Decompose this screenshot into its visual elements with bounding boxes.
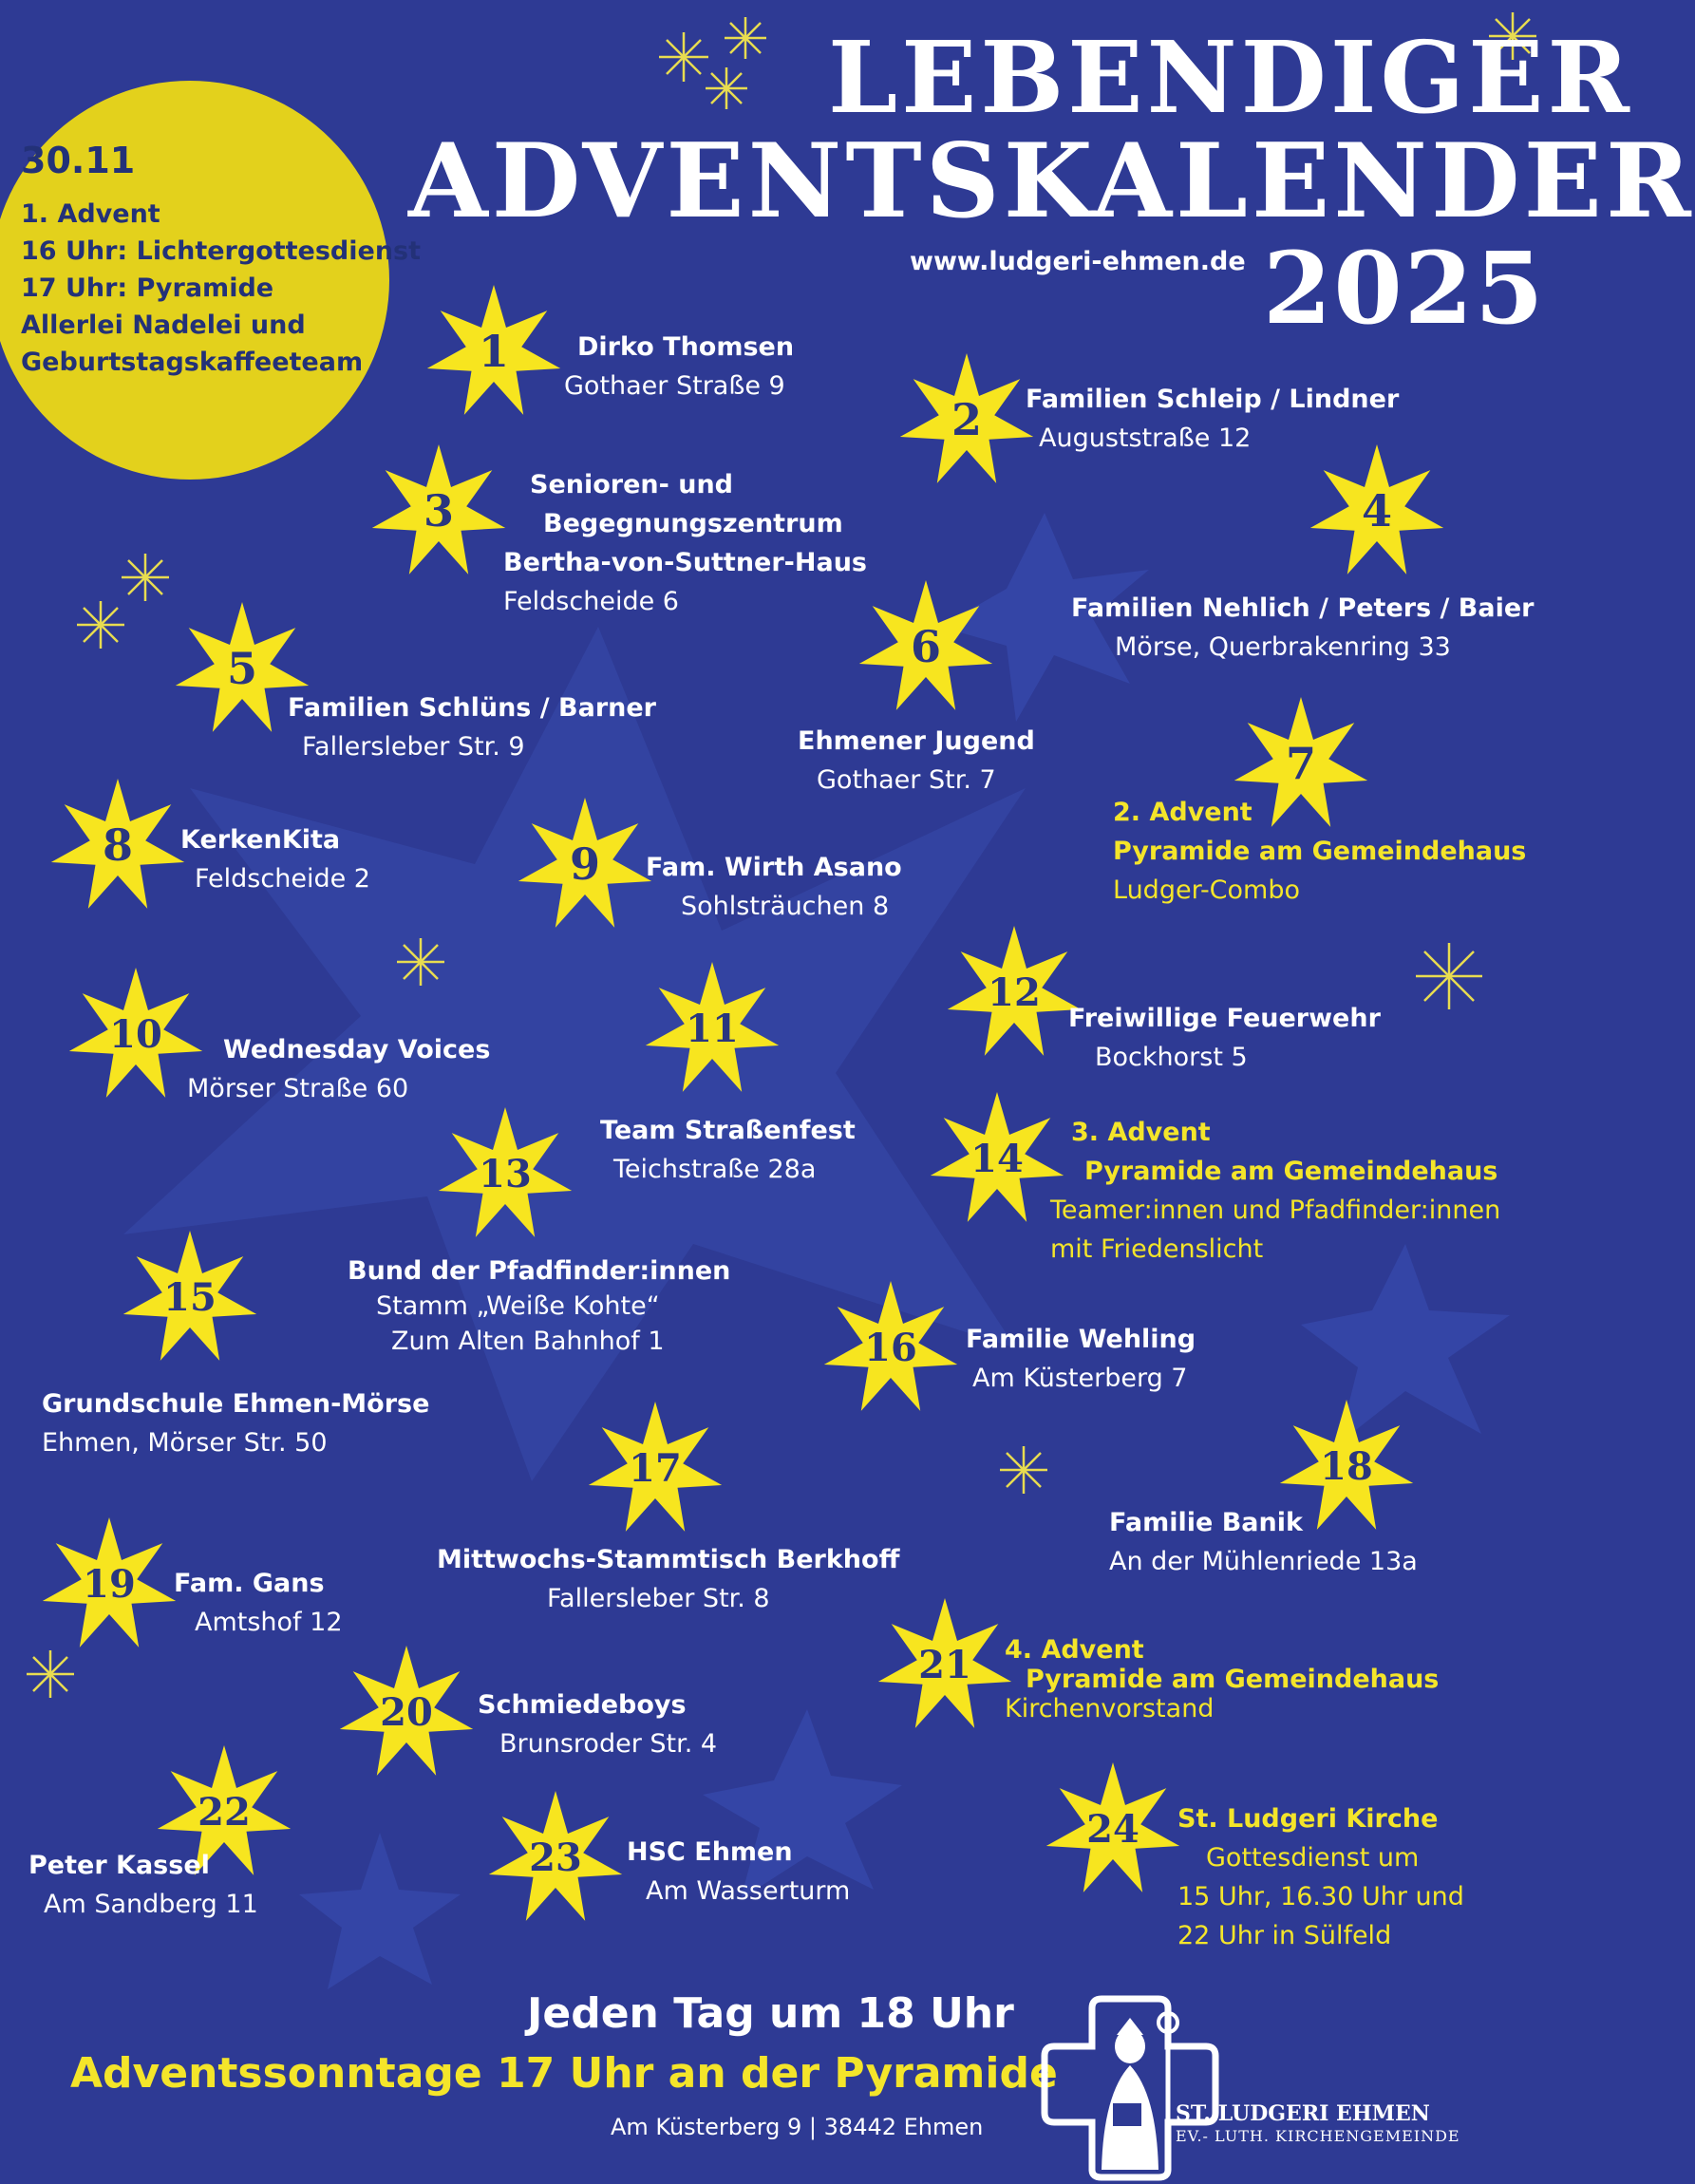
day-name: Wednesday Voices (223, 1035, 491, 1064)
moon-date: 30.11 (21, 140, 136, 181)
day-address: Ehmen, Mörser Str. 50 (42, 1428, 328, 1458)
day-name: Team Straßenfest (600, 1116, 856, 1145)
day-address: Mörse, Querbrakenring 33 (1115, 632, 1451, 662)
day-number: 8 (102, 819, 133, 872)
advent-label: 2. Advent (1113, 798, 1252, 827)
sparkle-icon (74, 598, 127, 651)
day-name: Schmiedeboys (478, 1690, 687, 1720)
title-line-2: ADVENTSKALENDER (408, 122, 1695, 241)
moon-line: Allerlei Nadelei und (21, 311, 306, 340)
day-number: 2 (951, 394, 982, 446)
day-address: Am Küsterberg 7 (972, 1364, 1188, 1393)
day-name: KerkenKita (180, 825, 341, 855)
day-address: Gothaer Str. 7 (817, 765, 996, 795)
day-address: Sohlsträuchen 8 (681, 892, 890, 921)
day-11-entry (600, 1111, 856, 1189)
footer-advent-sundays: Adventssonntage 17 Uhr an der Pyramide (70, 2049, 1058, 2098)
day-name-line: Bertha-von-Suttner-Haus (503, 548, 867, 577)
day-9-star (512, 793, 658, 939)
day-22-entry (28, 1846, 258, 1924)
day-name-line: Senioren- und (530, 470, 734, 499)
day-number: 18 (1320, 1444, 1373, 1490)
day-15-star (117, 1226, 263, 1372)
logo-name: ST. LUDGERI EHMEN (1176, 2101, 1430, 2126)
day-24-star (1040, 1758, 1186, 1904)
day-number: 24 (1086, 1807, 1139, 1853)
day-name: Familie Banik (1109, 1508, 1303, 1537)
day-number: 3 (423, 485, 454, 537)
day-number: 12 (988, 970, 1041, 1016)
day-number: 11 (686, 1007, 739, 1052)
title-year: 2025 (1263, 230, 1546, 347)
sparkle-icon (119, 551, 172, 604)
day-address: Fallersleber Str. 8 (547, 1584, 770, 1613)
day-detail: Teamer:innen und Pfadfinder:innen (1050, 1196, 1501, 1225)
day-2-star (894, 348, 1040, 495)
day-name: Pyramide am Gemeindehaus (1113, 837, 1527, 866)
day-number: 16 (864, 1326, 917, 1371)
day-14-entry (1050, 1113, 1500, 1269)
day-number: 15 (163, 1275, 217, 1321)
day-12-star (941, 921, 1087, 1067)
day-21-entry (1005, 1635, 1439, 1723)
website-link[interactable]: www.ludgeri-ehmen.de (910, 247, 1246, 276)
day-8-entry (180, 820, 370, 898)
day-15-entry (42, 1384, 429, 1462)
day-20-entry (478, 1685, 717, 1763)
day-13-entry (348, 1253, 730, 1359)
sparkle-icon (703, 65, 750, 112)
day-name: Fam. Wirth Asano (646, 853, 902, 882)
day-detail: mit Friedenslicht (1050, 1234, 1264, 1264)
day-number: 13 (479, 1152, 532, 1197)
day-address: Am Sandberg 11 (44, 1890, 258, 1919)
day-name: Familien Nehlich / Peters / Baier (1071, 593, 1535, 623)
day-address: Fallersleber Str. 9 (302, 732, 525, 762)
day-6-entry (798, 722, 1035, 800)
day-9-entry (646, 848, 902, 926)
day-name: Pyramide am Gemeindehaus (1084, 1157, 1498, 1186)
day-number: 6 (910, 621, 941, 673)
title-line-1: LEBENDIGER (828, 19, 1633, 136)
day-name: Mittwochs-Stammtisch Berkhoff (437, 1545, 900, 1574)
logo-subtitle: EV.- LUTH. KIRCHENGEMEINDE (1176, 2127, 1460, 2145)
day-address: Am Wasserturm (646, 1876, 851, 1906)
day-number: 7 (1285, 738, 1316, 790)
day-name-line: Begegnungszentrum (543, 509, 843, 538)
day-number: 21 (918, 1643, 971, 1688)
day-address: Ludger-Combo (1113, 875, 1301, 905)
day-14-star (924, 1087, 1070, 1233)
day-name: Dirko Thomsen (577, 332, 795, 362)
day-name: Pyramide am Gemeindehaus (1026, 1665, 1440, 1694)
day-address: Teichstraße 28a (613, 1155, 817, 1184)
day-6-star (853, 575, 999, 722)
day-address: Kirchenvorstand (1005, 1694, 1215, 1723)
day-19-star (36, 1513, 182, 1659)
day-10-entry (187, 1030, 491, 1108)
day-3-star (366, 440, 512, 586)
day-2-entry (1026, 380, 1399, 458)
day-detail: Stamm „Weiße Kohte“ (376, 1291, 660, 1321)
sparkle-icon (1413, 940, 1485, 1012)
background-star-bottom-left (299, 1833, 461, 1989)
day-name: Familien Schleip / Lindner (1026, 385, 1400, 414)
day-number: 1 (478, 326, 509, 378)
church-cross-saint-logo-icon (1035, 1989, 1225, 2179)
day-8-star (45, 774, 191, 920)
day-detail: Gottesdienst um (1206, 1843, 1420, 1873)
day-name: Familie Wehling (966, 1325, 1196, 1354)
day-address: Amtshof 12 (195, 1608, 343, 1637)
day-number: 19 (83, 1562, 136, 1608)
day-1-entry (564, 328, 795, 405)
day-number: 14 (970, 1137, 1024, 1182)
moon-line: 1. Advent (21, 199, 160, 229)
advent-label: 3. Advent (1071, 1118, 1211, 1147)
day-address: Auguststraße 12 (1039, 424, 1252, 453)
day-16-star (818, 1276, 964, 1422)
day-5-entry (288, 688, 656, 766)
day-number: 17 (629, 1446, 682, 1492)
moon-line: 16 Uhr: Lichtergottesdienst (21, 236, 422, 266)
day-address: Gothaer Straße 9 (564, 371, 785, 401)
day-number: 22 (198, 1790, 251, 1836)
day-name: Peter Kassel (28, 1851, 210, 1880)
day-address: Feldscheide 6 (503, 587, 679, 616)
day-name: HSC Ehmen (627, 1837, 793, 1867)
day-20-star (333, 1641, 480, 1787)
day-name: St. Ludgeri Kirche (1177, 1804, 1439, 1834)
day-16-entry (966, 1320, 1196, 1398)
sparkle-icon (722, 14, 769, 62)
sparkle-icon (997, 1443, 1050, 1497)
footer-address: Am Küsterberg 9 | 38442 Ehmen (611, 2114, 984, 2140)
day-number: 4 (1361, 485, 1392, 537)
day-7-entry (1113, 793, 1526, 910)
day-3-entry (503, 465, 867, 621)
day-24-entry (1177, 1799, 1464, 1955)
day-address: An der Mühlenriede 13a (1109, 1547, 1418, 1576)
day-name: Freiwillige Feuerwehr (1068, 1004, 1381, 1033)
footer-daily-time: Jeden Tag um 18 Uhr (527, 1989, 1014, 2038)
day-number: 9 (569, 838, 600, 891)
advent-label: 4. Advent (1005, 1635, 1144, 1665)
day-number: 20 (380, 1690, 433, 1736)
day-19-entry (174, 1564, 343, 1642)
day-number: 5 (226, 643, 257, 695)
day-detail: Zum Alten Bahnhof 1 (391, 1327, 665, 1356)
moon-line: 17 Uhr: Pyramide (21, 273, 274, 303)
day-name: Ehmener Jugend (798, 726, 1035, 756)
day-number: 10 (109, 1012, 162, 1058)
day-name: Grundschule Ehmen-Mörse (42, 1389, 430, 1419)
day-address: Mörser Straße 60 (187, 1074, 409, 1103)
day-name: Bund der Pfadfinder:innen (348, 1256, 731, 1286)
day-address: Brunsroder Str. 4 (499, 1729, 718, 1759)
day-number: 23 (529, 1836, 582, 1881)
moon-line: Geburtstagskaffeeteam (21, 348, 364, 377)
day-name: Fam. Gans (174, 1569, 325, 1598)
day-17-entry (437, 1540, 899, 1618)
day-23-entry (627, 1833, 850, 1911)
day-13-star (432, 1102, 578, 1249)
day-1-star (421, 280, 567, 426)
sparkle-icon (394, 935, 447, 988)
day-18-entry (1109, 1503, 1418, 1581)
day-address: Feldscheide 2 (195, 864, 370, 894)
day-detail: 22 Uhr in Sülfeld (1177, 1921, 1392, 1950)
day-address: Bockhorst 5 (1095, 1043, 1248, 1072)
day-4-entry (1071, 589, 1535, 667)
day-name: Familien Schlüns / Barner (288, 693, 656, 723)
day-12-entry (1068, 999, 1381, 1077)
day-11-star (639, 957, 785, 1103)
day-23-star (482, 1786, 629, 1932)
day-4-star (1304, 440, 1450, 586)
day-17-star (582, 1397, 728, 1543)
day-detail: 15 Uhr, 16.30 Uhr und (1177, 1882, 1464, 1911)
